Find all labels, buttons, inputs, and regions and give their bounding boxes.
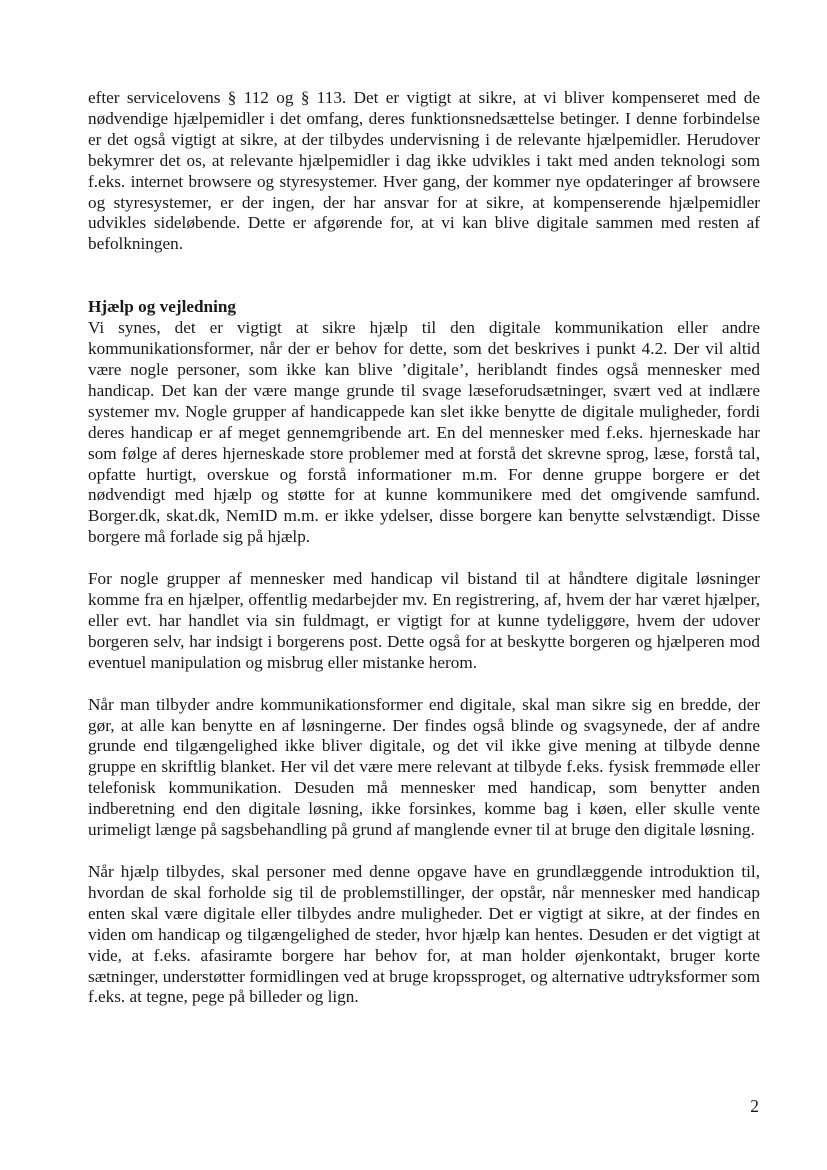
section-hjaelp-og-vejledning [88, 297, 760, 548]
paragraph-bistand-fra-hjaelper: For nogle grupper af mennesker med handicap vil bistand til at håndtere digitale løsninger komme fra en hjælper, offentlig medarbejder mv. En registrering, af, hvem der har været hjælper, eller evt. har handlet via sin fuldmagt, er vigtigt for at kunne tydeliggøre, hvem der udover borgeren selv, har indsigt i borgerens post. Dette også for at beskytte borgeren og hjælperen mod eventuel manipulation og misbrug eller mistanke herom. [88, 569, 760, 672]
paragraph-introduktion-til-hjaelpere: Når hjælp tilbydes, skal personer med denne opgave have en grundlæggende introduktion til, hvordan de skal forholde sig til de problemstillinger, der opstår, når mennesker med handicap enten skal være digitale eller tilbydes andre muligheder. Det er vigtigt at sikre, at der findes en viden om handicap og tilgængelighed de steder, hvor hjælp kan hentes. Desuden er det vigtigt at vide, at f.eks. afasiramte borgere har behov for, at man holder øjenkontakt, bruger korte sætninger, understøtter formidlingen ved at bruge kropssproget, og alternative udtryksformer som f.eks. at tegne, pege på billeder og lign. [88, 862, 760, 1007]
section-heading: Hjælp og vejledning [88, 297, 237, 317]
paragraph-hjaelp-til-digital-kommunikation: Vi synes, det er vigtigt at sikre hjælp til den digitale kommunikation eller andre kommunikationsformer, når der er behov for dette, som det beskrives i punkt 4.2. Der vil altid være nogle personer, som ikke kan blive ’digitale’, heriblandt findes også mennesker med handicap. Det kan der være mange grunde til svage læseforudsætninger, svært ved at indlære systemer mv. Nogle grupper af handicappede kan slet ikke benytte de digitale muligheder, fordi deres handicap er af meget gennemgribende art. En del mennesker med f.eks. hjerneskade har som følge af deres hjerneskade store problemer med at forstå det skrevne sprog, læse, forstå tal, opfatte hurtigt, overskue og forstå informationer m.m. For denne gruppe borgere er det nødvendigt med hjælp og støtte for at kunne kommunikere med det omgivende samfund. Borger.dk, skat.dk, NemID m.m. er ikke ydelser, disse borgere kan benytte selvstændigt. Disse borgere må forlade sig på hjælp. [88, 318, 760, 547]
paragraph-andre-kommunikationsformer: Når man tilbyder andre kommunikationsformer end digitale, skal man sikre sig en bredde, der gør, at alle kan benytte en af løsningerne. Der findes også blinde og svagsynede, der af andre grunde end tilgængelighed ikke bliver digitale, og det vil ikke give mening at tilbyde denne gruppe en skriftlig blanket. Her vil det være mere relevant at tilbyde f.eks. fysisk fremmøde eller telefonisk kommunikation. Desuden må mennesker med handicap, som benytter anden indberetning end den digitale løsning, ikke forsinkes, komme bag i køen, eller skulle vente urimeligt længe på sagsbehandling på grund af manglende evner til at bruge den digitale løsning. [88, 694, 760, 840]
page-number: 2 [750, 1096, 759, 1116]
paragraph-hjaelpemidler: efter servicelovens § 112 og § 113. Det er vigtigt at sikre, at vi bliver kompenseret med de nødvendige hjælpemidler i det omfang, deres funktionsnedsættelse betinger. I denne forbindelse er det også vigtigt at sikre, at der tilbydes undervisning i de relevante hjælpemidler. Herudover bekymrer det os, at relevante hjælpemidler i dag ikke udvikles i takt med anden teknologi som f.eks. internet browsere og styresystemer. Hver gang, der kommer nye opdateringer af browsere og styresystemer, er der ingen, der har ansvar for at sikre, at kompenserende hjælpemidler udvikles sideløbende. Dette er afgørende for, at vi kan blive digitale sammen med resten af befolkningen. [88, 88, 760, 254]
document-page [88, 88, 760, 1008]
